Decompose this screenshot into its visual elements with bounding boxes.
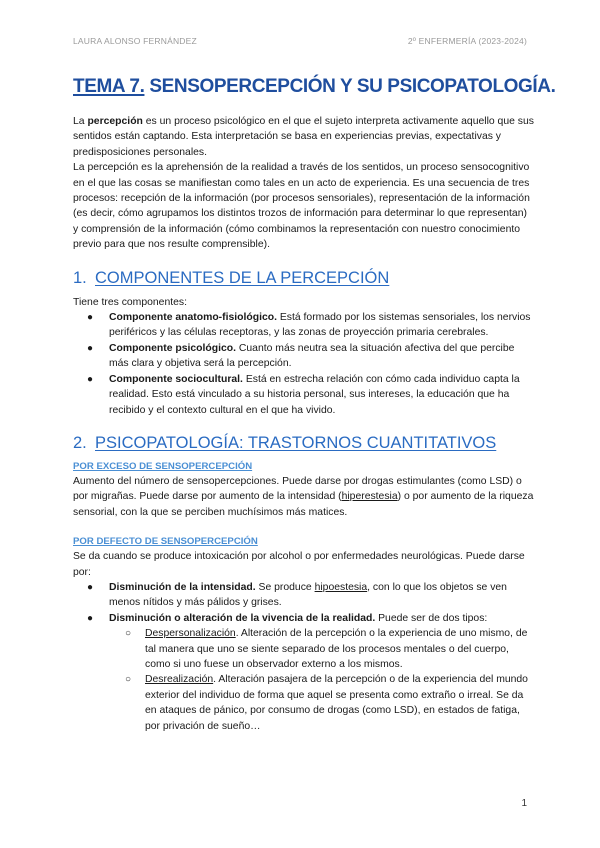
item-pre: Se produce [255,581,315,593]
intro-p1-pre: La [73,116,88,127]
item-bold: Disminución o alteración de la vivencia de la realidad. [109,612,376,624]
subitem-term: Desrealización [145,674,214,686]
page-number: 1 [521,798,527,809]
section-1-intro: Tiene tres componentes: [73,296,187,308]
exceso-paragraph [73,474,535,520]
item-text: Cuanto más neutra sea la situación afectiva del que percibe más clara y objetiva será la percepción. [109,342,515,370]
list-item [73,580,535,611]
section-1-list [73,310,535,418]
section-1-title: COMPONENTES DE LA PERCEPCIÓN [95,268,390,287]
defecto-heading: POR DEFECTO DE SENSOPERCEPCIÓN [73,536,258,548]
page-title [73,76,556,98]
item-text: Está en estrecha relación con cómo cada individuo capta la realidad. Esto está vinculado a su historia personal, sus intereses, la educación que ha recibido y el contexto cultural en el que ha vivido. [109,373,520,416]
exceso-pre: Aumento del número de sensopercepciones. Puede darse por drogas estimulantes (como LSD) o por migrañas. Puede darse por aumento de la intensidad ( [73,475,522,503]
defecto-sublist [109,626,535,734]
circle-bullet-icon: ○ [125,674,132,686]
item-bold: Componente psicológico. [109,342,237,354]
defecto-intro: Se da cuando se produce intoxicación por alcohol o por enfermedades neurológicas. Puede darse por: [73,551,525,578]
item-text: Puede ser de dos tipos: [375,612,488,624]
item-bold: Componente sociocultural. [109,373,243,385]
subitem-term: Despersonalización [145,628,236,640]
section-2-title: PSICOPATOLOGÍA: TRASTORNOS CUANTITATIVOS [95,433,497,452]
defecto-list [73,580,535,734]
section-1-number: 1. [73,268,87,287]
intro-p1-bold: percepción [87,116,143,127]
intro-p1-post: es un proceso psicológico en el que el sujeto interpreta activamente aquello que sus sentidos están captando. Esta interpretación se basa en experiencias previas, expectativas y predisposiciones personales. [73,116,534,158]
title-text: SENSOPERCEPCIÓN Y SU PSICOPATOLOGÍA. [144,76,556,97]
section-2-heading [73,432,535,454]
item-bold: Disminución de la intensidad. [109,581,256,593]
list-item [73,626,535,672]
bullet-icon: ● [87,312,94,324]
intro-paragraph-2: La percepción es la aprehensión de la realidad a través de los sentidos, un proceso sensocognitivo en el que las cosas se manifiestan como tales en un acto de experiencia. Es una secuencia de tres procesos: recepción de la información (por procesos sensoriales), representación de la información (es decir, cómo agrupamos los distintos trozos de información para determinar lo que representan) y comprensión de la información (cómo combinamos la representación con nuestro conocimiento previo para que nos resulte comprensible). [73,162,530,251]
exceso-heading: POR EXCESO DE SENSOPERCEPCIÓN [73,460,253,472]
item-text: Está formado por los sistemas sensoriales, los nervios periféricos y las células receptoras, y las zonas de proyección primaria cerebrales. [109,312,531,339]
subitem-text: . Alteración de la percepción o la experiencia de uno mismo, de tal manera que uno se siente separado de los procesos mentales o del cuerpo, como si uno fuese un observador externo a los mismos. [145,628,528,670]
bullet-icon: ● [87,373,94,385]
exceso-post: ) o por aumento de la riqueza sensorial, con la que se perciben muchísimos más matices. [73,491,534,518]
list-item [73,372,535,418]
bullet-icon: ● [87,612,94,624]
header-author: LAURA ALONSO FERNÁNDEZ [73,36,197,46]
section-1-heading [73,267,535,289]
header-course: 2º ENFERMERÍA (2023-2024) [407,36,527,46]
document-body [73,114,535,734]
item-term: hipoestesia [314,581,368,593]
list-item [73,611,535,734]
list-item [73,310,535,341]
subitem-text: . Alteración pasajera de la percepción o de la experiencia del mundo exterior del individuo de forma que aquel se presenta como extraño o irreal. Se da en ataques de pánico, por consumo de drogas (como LSD), en estados de fatiga, por privación de sueño… [145,674,528,732]
bullet-icon: ● [87,342,94,354]
intro-paragraph-1 [73,114,535,160]
exceso-term: hiperestesia [341,491,398,503]
item-bold: Componente anatomo-fisiológico. [109,312,277,324]
title-number: TEMA 7. [73,76,145,97]
bullet-icon: ● [87,581,94,593]
item-post: , con lo que los objetos se ven menos nítidos y más pálidos y grises. [109,581,507,609]
section-2-number: 2. [73,433,87,452]
circle-bullet-icon: ○ [125,628,132,640]
list-item [73,341,535,372]
list-item [73,672,535,734]
